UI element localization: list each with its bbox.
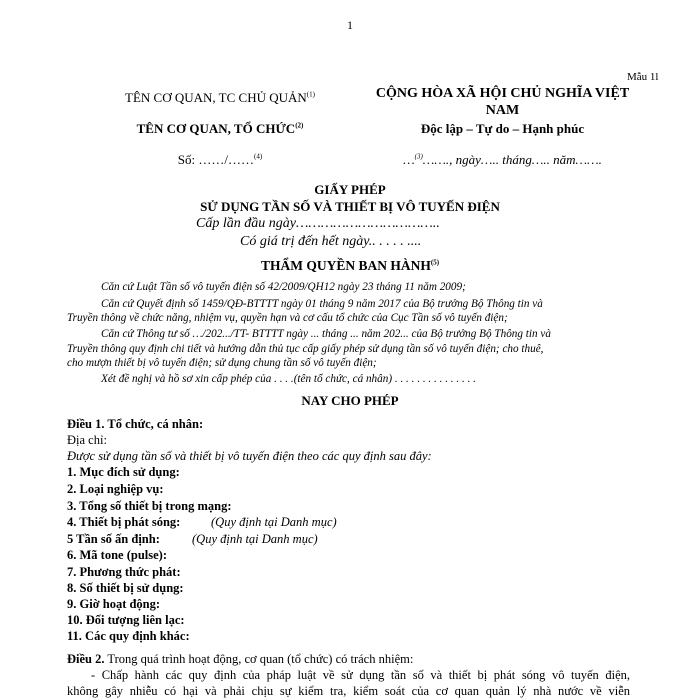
article-2-heading: Điều 2.	[67, 652, 105, 666]
list-item: 10. Đối tượng liên lạc:	[67, 613, 185, 627]
list-item: 9. Giờ hoạt động:	[67, 597, 161, 611]
national-title-line2: NAM	[485, 103, 520, 118]
list-item: 6. Mã tone (pulse):	[67, 548, 167, 562]
article-1-heading: Điều 1. Tổ chức, cá nhân:	[67, 417, 204, 431]
article-2-bullet-1-line1: - Chấp hành các quy định của pháp luật về sử dụng tần số và thiết bị phát sóng vô tuyến điện,	[91, 668, 630, 682]
national-title-line1: CỘNG HÒA XÃ HỘI CHỦ NGHĨA VIỆT	[375, 86, 630, 101]
list-item-note: (Quy định tại Danh mục)	[211, 515, 337, 529]
document-subtitle: SỬ DỤNG TẦN SỐ VÀ THIẾT BỊ VÔ TUYẾN ĐIỆN	[200, 199, 500, 214]
issuing-authority-text: THẨM QUYỀN BAN HÀNH	[260, 258, 431, 273]
issuing-authority	[0, 258, 700, 274]
place-placeholder: …	[403, 152, 415, 167]
list-item: 11. Các quy định khác:	[67, 629, 190, 643]
list-item: 2. Loại nghiệp vụ:	[67, 482, 164, 496]
governing-agency-text: TÊN CƠ QUAN, TC CHỦ QUẢN	[125, 90, 307, 105]
footnote-ref: (3)	[414, 152, 423, 161]
legal-basis-1: Căn cứ Luật Tần số vô tuyến điện số 42/2009/QH12 ngày 23 tháng 11 năm 2009;	[101, 281, 466, 293]
footnote-ref: (1)	[306, 90, 315, 99]
legal-basis-3-line1: Căn cứ Thông tư số …/202.../TT- BTTTT ngày ... tháng ... năm 202... của Bộ trưởng Bộ Thông tin và	[101, 328, 551, 340]
agency-line	[70, 121, 370, 137]
footnote-ref: (4)	[254, 152, 263, 161]
article-1-intro: Được sử dụng tần số và thiết bị vô tuyến điện theo các quy định sau đây:	[67, 449, 432, 463]
legal-basis-3-line3: cho mượn thiết bị vô tuyến điện; sử dụng chung tần số vô tuyến điện;	[67, 357, 377, 369]
legal-basis-3-line2: Truyền thông quy định chi tiết và hướng dẫn thủ tục cấp giấy phép sử dụng tần số vô tuyến điện; cho thuê,	[67, 343, 544, 355]
document-number	[70, 152, 370, 168]
national-motto: Độc lập – Tự do – Hạnh phúc	[420, 121, 585, 136]
first-issue-date: Cấp lần đầu ngày……………………………..	[196, 216, 440, 231]
list-item: 3. Tổng số thiết bị trong mạng:	[67, 499, 232, 513]
list-item: 8. Số thiết bị sử dụng:	[67, 581, 184, 595]
address-label: Địa chỉ:	[67, 433, 107, 447]
agency-text: TÊN CƠ QUAN, TỔ CHỨC	[136, 121, 296, 136]
list-item: 7. Phương thức phát:	[67, 565, 181, 579]
list-item-note: (Quy định tại Danh mục)	[192, 532, 318, 546]
grant-heading: NAY CHO PHÉP	[301, 393, 399, 408]
date-placeholder: ……., ngày….. tháng….. năm…….	[422, 152, 602, 167]
valid-until-date: Có giá trị đến hết ngày.. . . . . ....	[240, 234, 422, 249]
legal-basis-2-line2: Truyền thông về chức năng, nhiệm vụ, quyền hạn và cơ cấu tổ chức của Cục Tần số vô tuyến điện;	[67, 312, 508, 324]
list-item: 1. Mục đích sử dụng:	[67, 465, 180, 479]
form-code: Mẫu 1l	[627, 71, 659, 83]
issue-place-date	[370, 152, 635, 168]
footnote-ref: (2)	[295, 121, 304, 130]
document-title: GIẤY PHÉP	[314, 182, 386, 197]
article-2-text: Trong quá trình hoạt động, cơ quan (tổ chức) có trách nhiệm:	[107, 652, 414, 666]
document-number-text: Số: ……/……	[177, 152, 255, 167]
page-number: 1	[347, 18, 353, 32]
article-2-bullet-1-line2: không gây nhiễu có hại và phải chịu sự kiểm tra, kiểm soát của cơ quan quản lý nhà nước về viễn	[67, 684, 630, 698]
legal-basis-4: Xét đề nghị và hồ sơ xin cấp phép của . . . .(tên tổ chức, cá nhân) . . . . . . . . . . . . . . .	[101, 373, 476, 385]
list-item: 4. Thiết bị phát sóng:	[67, 515, 181, 529]
list-item: 5 Tần số ấn định:	[67, 532, 160, 546]
footnote-ref: (5)	[430, 258, 440, 267]
legal-basis-2-line1: Căn cứ Quyết định số 1459/QĐ-BTTTT ngày 01 tháng 9 năm 2017 của Bộ trưởng Bộ Thông tin và	[101, 298, 543, 310]
governing-agency-line	[70, 90, 370, 106]
article-2-line	[67, 652, 413, 667]
